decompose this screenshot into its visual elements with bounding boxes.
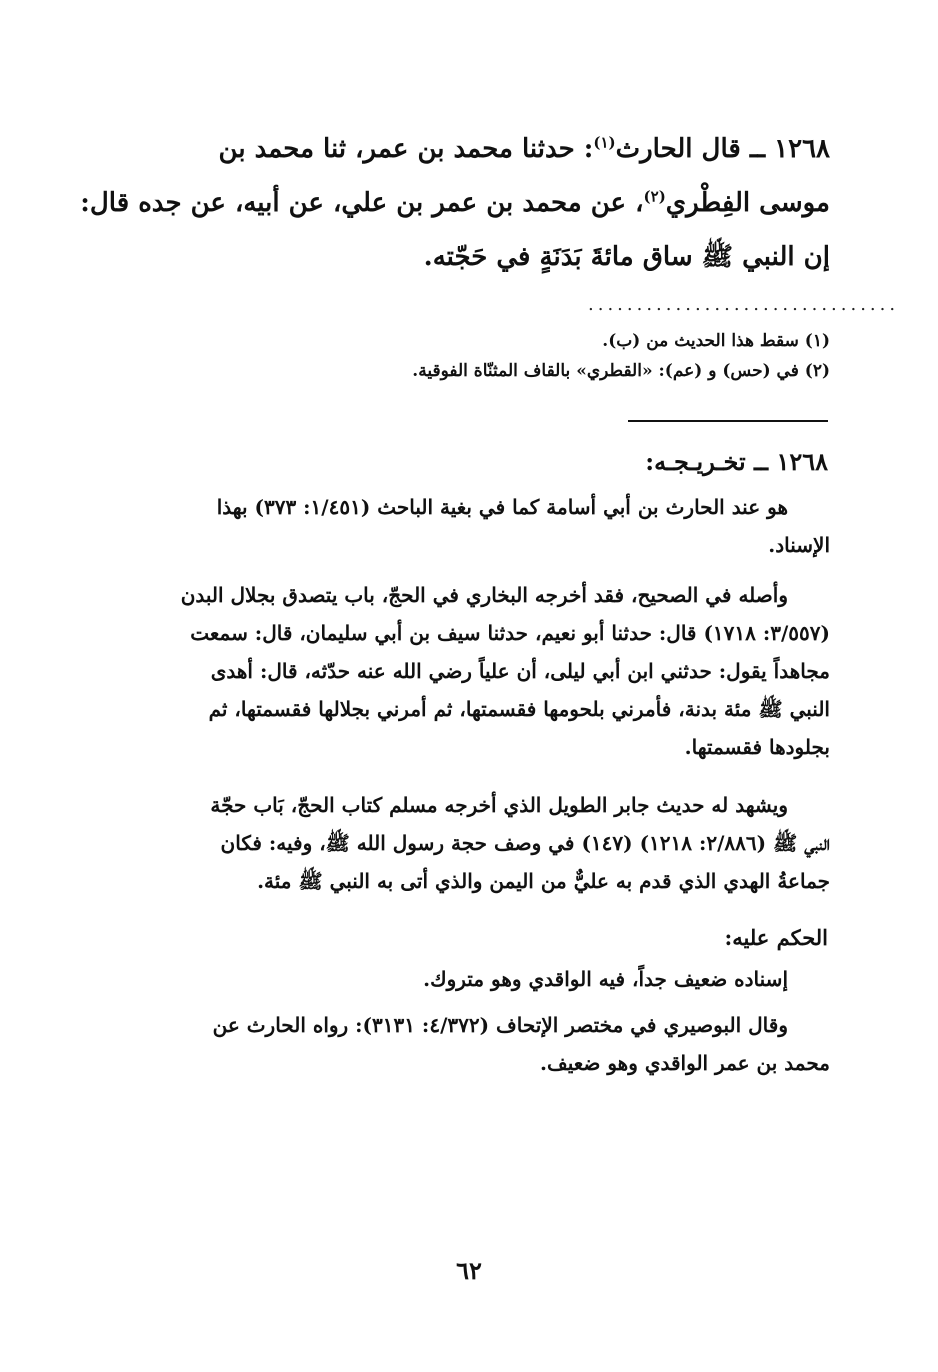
paragraph-4 [105,960,830,998]
hadith-line-1-start: ١٢٦٨ ــ قال الحارث [615,134,830,164]
hadith-line-3 [105,230,830,284]
footnote-marker-2: (٢) [643,187,666,206]
hadith-line-3-text: إن النبي ﷺ ساق مائةَ بَدَنَةٍ في حَجّته. [423,242,830,272]
paragraph-2-line-5: بجلودها فقسمتها. [684,735,830,759]
paragraph-2-line-3: مجاهداً يقول: حدثني ابن أبي ليلى، أن علياً رضي الله عنه حدّثه، قال: أهدى [210,659,830,683]
hadith-line-2-start: موسى الفِطْري [665,188,830,218]
hadith-text [80,122,830,284]
footnote-marker-1: (١) [593,133,616,152]
hadith-line-2-end: ، عن محمد بن عمر بن علي، عن أبيه، عن جده قال: [80,188,644,218]
paragraph-1-line-1: هو عند الحارث بن أبي أسامة كما في بغية الباحث (١/٤٥١: ٣٧٣) بهذا [216,495,788,519]
paragraph-2-line-4: النبي ﷺ مئة بدنة، فأمرني بلحومها فقسمتها، ثم أمرني بجلالها فقسمتها، ثم [208,697,830,721]
hadith-line-1 [105,122,830,176]
footnote-1: (١) سقط هذا الحديث من (ب). [602,331,830,351]
footnote-2: (٢) في (حس) و (عم): «القطري» بالقاف المثنّاة الفوقية. [412,361,830,381]
paragraph-3-line-2: النبي ﷺ (٢/٨٨٦: ١٢١٨) (١٤٧) في وصف حجة رسول الله ﷺ، وفيه: فكان [220,831,830,855]
footnote-dotted-separator: ................................ [588,294,900,315]
paragraph-5-line-2: محمد بن عمر الواقدي وهو ضعيف. [540,1051,830,1075]
paragraph-2 [105,576,830,766]
paragraph-1-line-2: الإسناد. [768,533,830,557]
paragraph-4-line-1: إسناده ضعيف جداً، فيه الواقدي وهو متروك. [423,967,788,991]
footnotes [105,326,830,386]
hukm-heading: الحكم عليه: [724,925,828,950]
paragraph-2-line-1: وأصله في الصحيح، فقد أخرجه البخاري في الحجّ، باب يتصدق بجلال البدن [180,583,788,607]
hadith-line-2 [80,176,830,230]
paragraph-3-line-1: ويشهد له حديث جابر الطويل الذي أخرجه مسلم كتاب الحجّ، بَاب حجّة [210,793,788,817]
paragraph-1 [105,488,830,564]
paragraph-5-line-1: وقال البوصيري في مختصر الإتحاف (٤/٣٧٢: ٣١٣١): رواه الحارث عن [212,1013,788,1037]
paragraph-5 [105,1006,830,1082]
takhrij-heading: ١٢٦٨ ــ تخـريـجـه: [645,447,828,476]
section-divider-line [628,420,828,422]
paragraph-2-line-2: (٣/٥٥٧: ١٧١٨) قال: حدثنا أبو نعيم، حدثنا سيف بن أبي سليمان، قال: سمعت [190,621,830,645]
paragraph-3-line-3: جماعةُ الهدي الذي قدم به عليٌّ من اليمن والذي أتى به النبي ﷺ مئة. [257,869,830,893]
hadith-line-1-end: : حدثنا محمد بن عمر، ثنا محمد بن [218,134,594,164]
page-number: ٦٢ [456,1256,482,1285]
paragraph-3 [105,786,830,900]
